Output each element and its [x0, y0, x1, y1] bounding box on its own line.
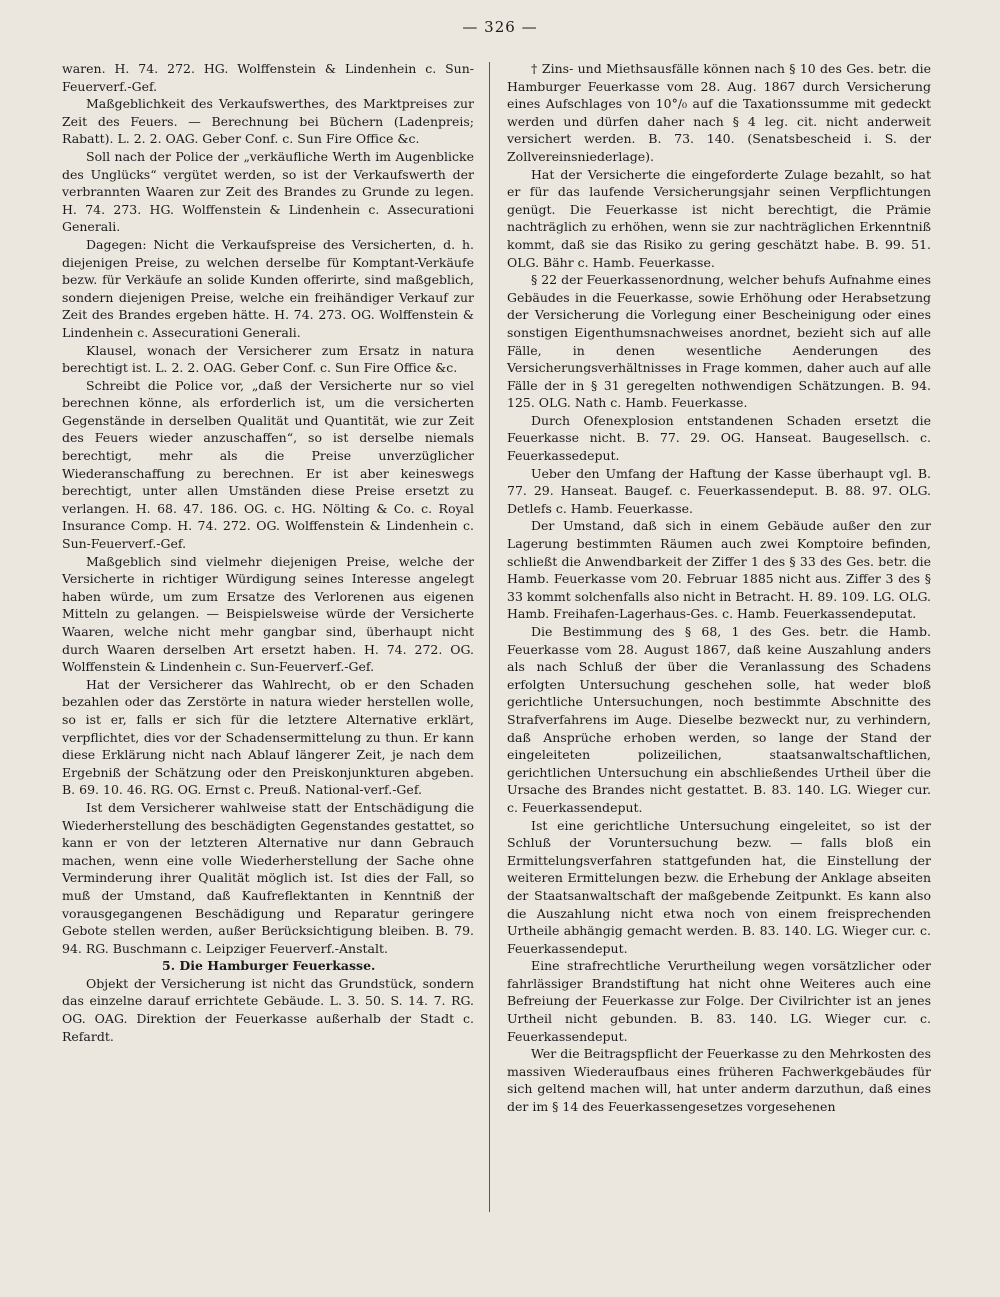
paragraph: Klausel, wonach der Versicherer zum Ersatz in natura berechtigt ist. L. 2. 2. OAG. Geber Conf. c. Sun Fire Office &c. [62, 342, 474, 376]
paragraph: Ueber den Umfang der Haftung der Kasse überhaupt vgl. B. 77. 29. Hanseat. Baugef. c. Feuerkassendeput. B. 88. 97. OLG. Detlefs c. Hamb. Feuerkasse. [507, 465, 931, 516]
paragraph: waren. H. 74. 272. HG. Wolffenstein & Lindenhein c. Sun-Feuerverf.-Gef. [62, 61, 474, 94]
page-number: — 326 — [462, 18, 538, 36]
paragraph: † Zins- und Miethsausfälle können nach § 10 des Ges. betr. die Hamburger Feuerkasse vom 28. Aug. 1867 durch Versicherung eines Aufschlages von 10°/₀ auf die Taxationssumme mit gedeckt werden und dürfen daher nach § 4 leg. cit. nicht anderweit versichert werden. B. 73. 140. (Senatsbescheid i. S. der Zollvereinsniederlage). [507, 61, 931, 164]
paragraph: Ist eine gerichtliche Untersuchung eingeleitet, so ist der Schluß der Voruntersuchung bezw. — falls bloß ein Ermittelungsverfahren stattgefunden hat, die Einstellung der weiteren Ermittelungen bezw. die Erhebung der Anklage abseiten der Staatsanwaltschaft der maßgebende Zeitpunkt. Es kann also die Auszahlung nicht etwa noch von einem freisprechenden Urtheile abhängig gemacht werden. B. 83. 140. LG. Wieger cur. c. Feuerkassendeput. [507, 817, 931, 956]
paragraph: Eine strafrechtliche Verurtheilung wegen vorsätzlicher oder fahrlässiger Brandstiftung hat nicht ohne Weiteres auch eine Befreiung der Feuerkasse zur Folge. Der Civilrichter ist an jenes Urtheil nicht gebunden. B. 83. 140. LG. Wieger cur. c. Feuerkassendeput. [507, 958, 931, 1044]
paragraph: Wer die Beitragspflicht der Feuerkasse zu den Mehrkosten des massiven Wiederaufbaus eines früheren Fachwerkgebäudes für sich geltend machen will, hat unter anderm darzuthun, daß eines der im § 14 des Feuerkassengesetzes vorgesehenen [507, 1046, 931, 1115]
paragraph: Soll nach der Police der „verkäufliche Werth im Augenblicke des Unglücks“ vergütet werden, so ist der Verkaufswerth der verbrannten Waaren zur Zeit des Brandes zu Grunde zu legen. H. 74. 273. HG. Wolffenstein & Lindenhein c. Assecurationi Generali. [62, 148, 474, 235]
paragraph: Ist dem Versicherer wahlweise statt der Entschädigung die Wiederherstellung des beschädigten Gegenstandes gestattet, so kann er von der letzteren Alternative nur dann Gebrauch machen, wenn eine volle Wiederherstellung der Sache ohne Verminderung ihrer Qualität möglich ist. Ist dies der Fall, so muß der Umstand, daß Kaufreflektanten in Kenntniß der vorausgegangenen Beschädigung und Reparatur geringere Gebote stellen werden, außer Berücksichtigung bleiben. B. 79. 94. RG. Buschmann c. Leipziger Feuerverf.-Anstalt. [62, 799, 474, 956]
paragraph: Schreibt die Police vor, „daß der Versicherte nur so viel berechnen könne, als erforderlich ist, um die versicherten Gegenstände in derselben Qualität und Quantität, wie zur Zeit des Feuers wieder anzuschaffen“, so ist derselbe niemals berechtigt, mehr als die Preise unverzüglicher Wiederanschaffung zu berechnen. Er ist aber keineswegs berechtigt, unter allen Umständen diese Preise ersetzt zu verlangen. H. 68. 47. 186. OG. c. HG. Nölting & Co. c. Royal Insurance Comp. H. 74. 272. OG. Wolffenstein & Lindenhein c. Sun-Feuerverf.-Gef. [62, 377, 474, 552]
paragraph: Hat der Versicherte die eingeforderte Zulage bezahlt, so hat er für das laufende Versicherungsjahr seinen Verpflichtungen genügt. Die Feuerkasse ist nicht berechtigt, die Prämie nachträglich zu erhöhen, wenn sie zur nachträglichen Erkenntniß kommt, daß sie das Risiko zu gering geschätzt habe. B. 99. 51. OLG. Bähr c. Hamb. Feuerkasse. [507, 166, 931, 270]
paragraph: Objekt der Versicherung ist nicht das Grundstück, sondern das einzelne darauf errichtete Gebäude. L. 3. 50. S. 14. 7. RG. OG. OAG. Direktion der Feuerkasse außerhalb der Stadt c. Refardt. [62, 975, 474, 1044]
paragraph: Maßgeblichkeit des Verkaufswerthes, des Marktpreises zur Zeit des Feuers. — Berechnung bei Büchern (Ladenpreis; Rabatt). L. 2. 2. OAG. Geber Conf. c. Sun Fire Office &c. [62, 96, 474, 147]
paragraph: Maßgeblich sind vielmehr diejenigen Preise, welche der Versicherte in richtiger Würdigung seines Interesse angelegt haben würde, um zum Ersatze des Verlorenen aus eigenen Mitteln zu gelangen. — Beispielsweise würde der Versicherte Waaren, welche nicht mehr gangbar sind, überhaupt nicht durch Waaren derselben Art ersetzt haben. H. 74. 272. OG. Wolffenstein & Lindenhein c. Sun-Feuerverf.-Gef. [62, 553, 474, 675]
column-divider [489, 62, 490, 1212]
paragraph: Hat der Versicherer das Wahlrecht, ob er den Schaden bezahlen oder das Zerstörte in natura wieder herstellen wolle, so ist er, falls er sich für die letztere Alternative erklärt, verpflichtet, dies vor der Schadensermittelung zu thun. Er kann diese Erklärung nicht nach Ablauf längerer Zeit, je nach dem Ergebniß der Schätzung oder den Preiskonjunkturen abgeben. B. 69. 10. 46. RG. OG. Ernst c. Preuß. National-verf.-Gef. [62, 676, 474, 798]
section-heading: 5. Die Hamburger Feuerkasse. [162, 958, 376, 974]
paragraph: Der Umstand, daß sich in einem Gebäude außer den zur Lagerung bestimmten Räumen auch zwei Komptoire befinden, schließt die Anwendbarkeit der Ziffer 1 des § 33 des Ges. betr. die Hamb. Feuerkasse vom 20. Februar 1885 nicht aus. Ziffer 3 des § 33 kommt solchenfalls also nicht in Betracht. H. 89. 109. LG. OLG. Hamb. Freihafen-Lagerhaus-Ges. c. Hamb. Feuerkassendeputat. [507, 518, 931, 622]
paragraph: § 22 der Feuerkassenordnung, welcher behufs Aufnahme eines Gebäudes in die Feuerkasse, sowie Erhöhung oder Herabsetzung der Versicherung die Vorlegung einer Bescheinigung oder eines sonstigen Eigenthumsnachweises anordnet, bezieht sich auf alle Fälle, in denen wesentliche Aenderungen des Versicherungsverhältnisses in Frage kommen, daher auch auf alle Fälle der in § 31 geregelten nothwendigen Schätzungen. B. 94. 125. OLG. Nath c. Hamb. Feuerkasse. [507, 272, 931, 411]
paragraph: Dagegen: Nicht die Verkaufspreise des Versicherten, d. h. diejenigen Preise, zu welchen derselbe für Komptant-Verkäufe bezw. für Verkäufe an solide Kunden offerirte, sind maßgeblich, sondern diejenigen Preise, welche ein freihändiger Verkauf zur Zeit des Brandes ergeben hätte. H. 74. 273. OG. Wolffenstein & Lindenhein c. Assecurationi Generali. [62, 236, 474, 340]
paragraph: Die Bestimmung des § 68, 1 des Ges. betr. die Hamb. Feuerkasse vom 28. August 1867, daß keine Auszahlung anders als nach Schluß der über die Veranlassung des Schadens erfolgten Untersuchung geschehen solle, hat weder bloß gerichtliche Untersuchungen, noch bestimmte Abschnitte des Strafverfahrens im Auge. Dieselbe bezweckt nur, zu verhindern, daß Ansprüche erhoben werden, so lange der Stand der eingeleiteten polizeilichen, staatsanwaltschaftlichen, gerichtlichen Untersuchung ein abschließendes Urtheil über die Ursache des Brandes nicht gestattet. B. 83. 140. LG. Wieger cur. c. Feuerkassendeput. [507, 624, 931, 815]
right-column [507, 60, 931, 1116]
paragraph: Durch Ofenexplosion entstandenen Schaden ersetzt die Feuerkasse nicht. B. 77. 29. OG. Hanseat. Baugesellsch. c. Feuerkassedeput. [507, 412, 931, 464]
left-column [62, 60, 474, 1045]
